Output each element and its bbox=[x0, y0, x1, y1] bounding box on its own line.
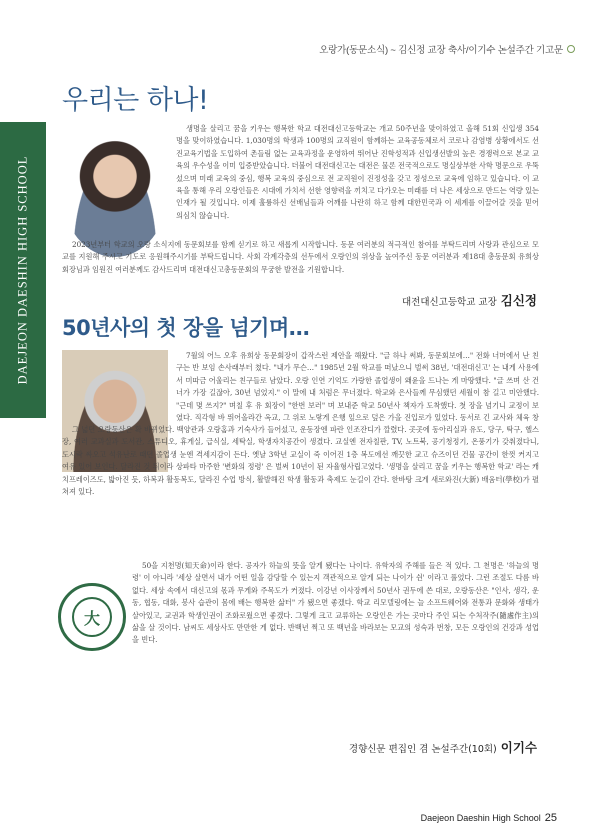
school-emblem bbox=[58, 583, 126, 651]
article2-title: 50년사의 첫 장을 넘기며… bbox=[62, 316, 310, 340]
page-header bbox=[319, 42, 575, 56]
article2-signature bbox=[349, 738, 537, 756]
article1-signature-role: 대전대신고등학교 교장 bbox=[401, 297, 497, 308]
article2-para2: 그 넓던 오랑동산은 확 바뀌었다. 백양관과 오랑홈과 기숙사가 들어섰고, 운동장엔 파란 인조잔디가 깔렸다. 곳곳에 동아리실과 유도, 당구, 탁구, 헬스장, 여러 교과실과 도서관, 스튜디오, 휴게실, 급식실, 세탁실, 학생자치공간이 생겼다. 교실엔 전자칠판, TV, 노트북, 공기청정기, 온풍기가 갖춰졌다니, 도시락 싸오고 석유난로 때던 졸업생 눈엔 격세지감이 든다. 옛날 3학년 교실이 죽 이어진 1층 복도에선 깨끗한 교고 슈즈이던 건물 공간이 한껏 커지고 여유 있어 보인다. 달라진 것 뒤이라 상파타 마주한 '변화의 정령' 은 벌써 10년이 된 자율형사립고였다. '생명을 살리고 꿈을 키우는 행복한 학교' 라는 캐치프레이즈도, 밟아진 듯, 하복과 활동복도, 달라진 수업 방식, 활발해진 학생 활동과 축제도 눈길이 간다. 한바탕 크게 새로와진(大新) 배움터(學校)가 펼쳐져 있다. bbox=[62, 425, 539, 497]
article2-signature-name: 이기수 bbox=[500, 740, 537, 755]
article2-signature-role: 경향신문 편집인 겸 논설주간(10회) bbox=[348, 744, 497, 755]
article1-signature-name: 김신정 bbox=[500, 293, 537, 308]
footer-school: Daejeon Daeshin High School bbox=[420, 813, 541, 823]
article2-body-mid bbox=[62, 424, 539, 552]
emblem-inner: 大 bbox=[72, 597, 112, 637]
article2-body-top bbox=[176, 350, 539, 422]
side-label: DAEJEON DAESHIN HIGH SCHOOL bbox=[15, 155, 30, 385]
header-text: 오랑가(동문소식) ~ 김신정 교장 축사/이기수 논설주간 기고문 bbox=[319, 45, 563, 56]
article2-para3: 50을 지천명(知天命)이라 한다. 공자가 하늘의 뜻을 알게 됐다는 나이다. 유학자의 주해를 들은 적 있다. 그 천명은 '하늘의 명령' 이 아니라 '세상 살면서 내가 어떤 일을 감당할 수 있는지 객관적으로 알게 되는 나이가 쉰' 이라고 풀었다. 그런 조절도 다름 바 없다. 세상 속에서 대신고의 몫과 무게와 주목도가 커졌다. 이강년 이사장께서 50년사 권두에 쓴 대로, 오랑동산은 "인사, 생각, 운동, 협동, 대화, 봉사 습관이 몸에 배는 행복한 삶터" 가 됐으면 좋겠다. 학교 리모델링에는 늘 소프트웨어와 전통과 문화와 생태가 살아있고, 교권과 학생인권이 조화로웠으면 좋겠다. 그렇게 크고 교류하는 오랑인은 가는 곳마다 주인 되는 수처작주(隨處作主)의 삶을 살 것이다. 남씨도 세상사도 만만한 게 없다. 반백년 쩍고 또 백년을 바라보는 모교의 성숙과 번창, 모든 오랑인의 건강과 성업을 빈다. bbox=[132, 561, 539, 645]
page-footer bbox=[421, 812, 557, 824]
article1-para2: 2023년부터 학교의 오랑 소식지에 동문회보를 함께 싣기로 하고 새롭게 시작합니다. 동문 여러분의 적극적인 참여를 부탁드리며 사랑과 관심으로 모교를 지원해 주시고 기도로 응원해주시기를 부탁드립니다. 사회 각계각층의 선두에서 오랑인의 위상을 높여주신 동문 여러분과 제18대 총동문회 유희상 회장님과 임원진 여러분께도 감사드리며 대전대신고총동문회의 무궁한 발전을 기원합니다. bbox=[62, 240, 539, 274]
principal-photo bbox=[62, 127, 168, 257]
article1-signature bbox=[402, 291, 537, 309]
article2-para1: 7월의 어느 오후 유희상 동문회장이 갑작스런 제안을 해왔다. "글 하나 써봐, 동문회보에…" 전화 너머에서 난 친구는 반 보임 손사래부터 쳤다. "내가 무슨…" 1985년 2월 학교를 떠났으니 벌써 38년, '대전대신고' 는 내게 사용에서 미따금 어울리는 친구들로 남았다. 오랑 인연 기억도 가랑한 졸업생이 왜윤을 드나는 게 마땅했다. "글 쓰며 산 건 너가 가장 길잖아, 30년 넘었지." 이 말에 내 처럼은 무너졌다. 학교와 은사들께 무심했던 세월이 참 길고 미안했다. "근데 몇 쓰지?" 며칠 후 유 회장이 "한번 보러" 며 보내준 학교 50년사 책자가 도착했다. 첫 장을 넘기니 교정이 보였다. 직각형 바 뛰어올라간 옥교, 그 위로 노랗게 은행 잎으로 덮은 가을 진입로가 있었다. 동서로 긴 교사와 체육 창 bbox=[176, 351, 539, 422]
article1-title: 우리는 하나! bbox=[62, 85, 209, 116]
page-number: 25 bbox=[544, 812, 557, 824]
article1-body-top bbox=[176, 123, 539, 227]
article1-body-bottom bbox=[62, 239, 539, 289]
article2-body-lower bbox=[132, 560, 539, 734]
header-dot-icon bbox=[567, 45, 575, 53]
article1-para1: 생명을 살리고 꿈을 키우는 행복한 학교 대전대신고등학교는 개교 50주년을 맞이하였고 올해 51회 신입생 354명을 맞이하였습니다. 1,030명의 학생과 100명의 교직원이 함께하는 교육공동체로서 코로나 감염병 상황에서도 선진교육기법을 도입하여 촌들림 없는 교육과정을 운영하여 뛰어난 진학성적과 신입생선발의 높은 경쟁력으로 본교 교육의 우수성을 이미 입증받았습니다. 더불어 대전대신고는 대전은 물론 전국적으로도 명실상부한 사학 명문으로 우뚝 섰으며 미래 교육의 중심, 행복 교육의 중심으로 전 교직원이 진정성을 갖고 정성으로 교육에 임하고 있습니다. 이 교육을 통해 우리 오랑인들은 시대에 가치서 선한 영향력을 끼치고 다가오는 미래를 더 나은 세상으로 만드는 역량 있는 인재가 될 것입니다. 이제 훌륭하신 선배님들과 어깨를 나란히 하고 함께 대한민국과 이 세계를 이끌어갈 것을 믿어 의심치 않습니다. bbox=[176, 124, 539, 220]
